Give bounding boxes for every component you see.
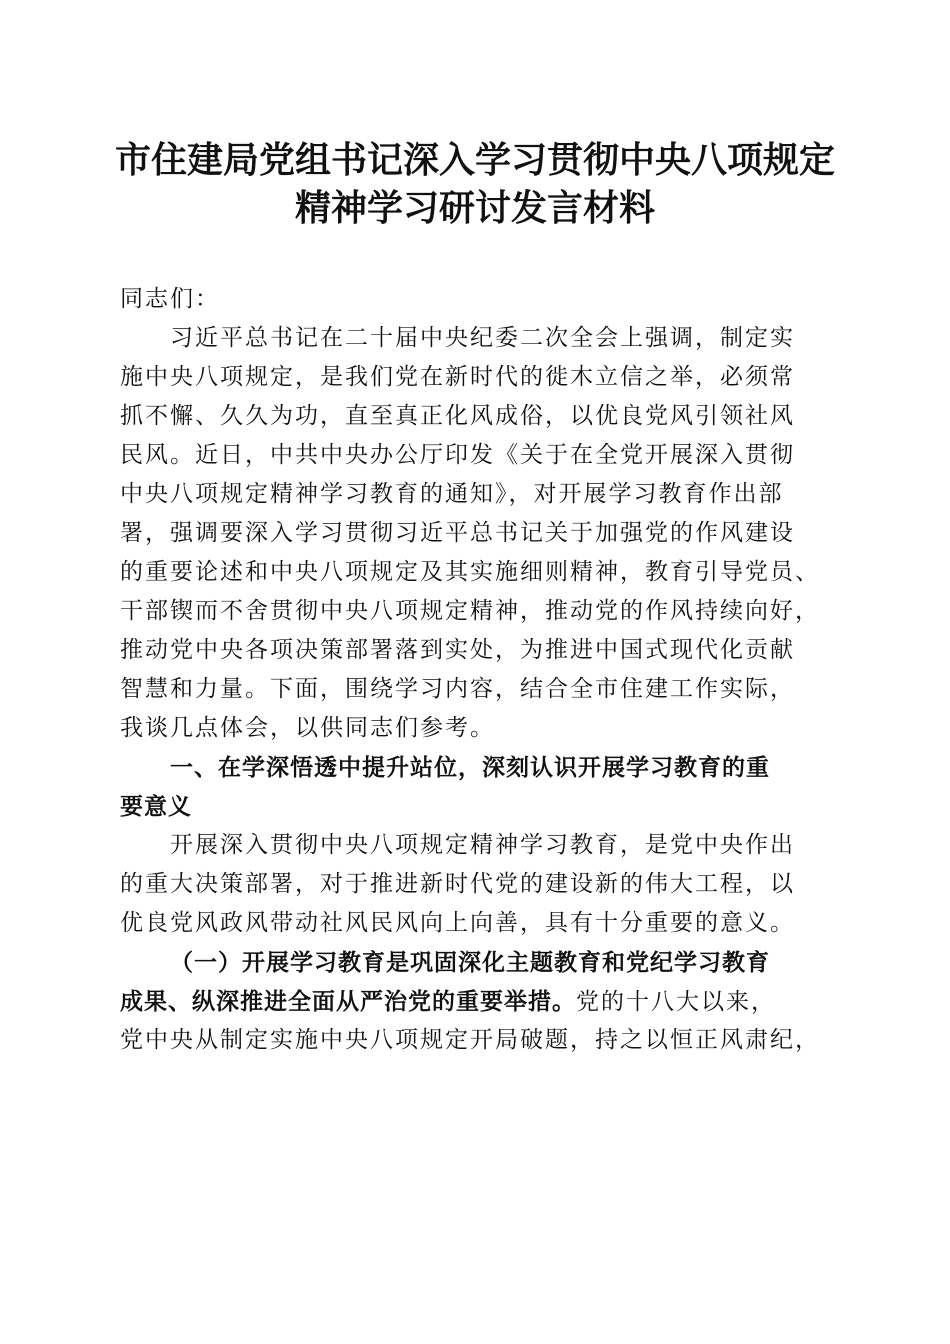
- paragraph-1-line: 民风。近日，中共中央办公厅印发《关于在全党开展深入贯彻: [120, 442, 795, 468]
- paragraph-1-line: 智慧和力量。下面，围绕学习内容，结合全市住建工作实际，: [120, 676, 795, 702]
- paragraph-3-line: 党中央从制定实施中央八项规定开局破题，持之以恒正风肃纪，: [120, 1027, 820, 1053]
- subsection-1: [120, 943, 830, 1060]
- subsection-mixed-line: [120, 982, 830, 1021]
- paragraph-1-line: 干部锲而不舍贯彻中央八项规定精神，推动党的作风持续向好，: [120, 598, 820, 624]
- paragraph-1-line: 施中央八项规定，是我们党在新时代的徙木立信之举，必须常: [120, 364, 795, 390]
- section-heading-1-line: 一、在学深悟透中提升站位，深刻认识开展学习教育的重: [170, 754, 770, 781]
- subsection-heading-tail: 成果、纵深推进全面从严治党的重要举措。: [120, 988, 576, 1015]
- paragraph-1: [120, 319, 830, 748]
- paragraph-1-line: 推动党中央各项决策部署落到实处，为推进中国式现代化贡献: [120, 637, 795, 663]
- document-title-line-1: 市住建局党组书记深入学习贯彻中央八项规定: [114, 139, 835, 181]
- document-body: [120, 280, 830, 1060]
- paragraph-1-line: 我谈几点体会，以供同志们参考。: [120, 715, 495, 741]
- subsection-heading-line: （一）开展学习教育是巩固深化主题教育和党纪学习教育: [170, 949, 770, 976]
- paragraph-1-line: 抓不懈、久久为功，直至真正化风成俗，以优良党风引领社风: [120, 403, 795, 429]
- paragraph-1-line: 的重要论述和中央八项规定及其实施细则精神，教育引导党员、: [120, 559, 820, 585]
- paragraph-2: [120, 826, 830, 943]
- paragraph-2-line: 的重大决策部署，对于推进新时代党的建设新的伟大工程，以: [120, 871, 795, 897]
- greeting: 同志们：: [120, 286, 220, 312]
- paragraph-2-line: 开展深入贯彻中央八项规定精神学习教育，是党中央作出: [170, 832, 795, 858]
- paragraph-2-line: 优良党风政风带动社风民风向上向善，具有十分重要的意义。: [120, 910, 795, 936]
- subsection-body-start: 党的十八大以来，: [576, 989, 776, 1015]
- document-title-line-2: 精神学习研讨发言材料: [294, 187, 655, 229]
- paragraph-1-line: 习近平总书记在二十届中央纪委二次全会上强调，制定实: [170, 325, 795, 351]
- section-heading-1: [120, 748, 830, 826]
- paragraph-1-line: 署，强调要深入学习贯彻习近平总书记关于加强党的作风建设: [120, 520, 795, 546]
- section-heading-1-line: 要意义: [120, 793, 192, 820]
- paragraph-1-line: 中央八项规定精神学习教育的通知》，对开展学习教育作出部: [120, 481, 784, 507]
